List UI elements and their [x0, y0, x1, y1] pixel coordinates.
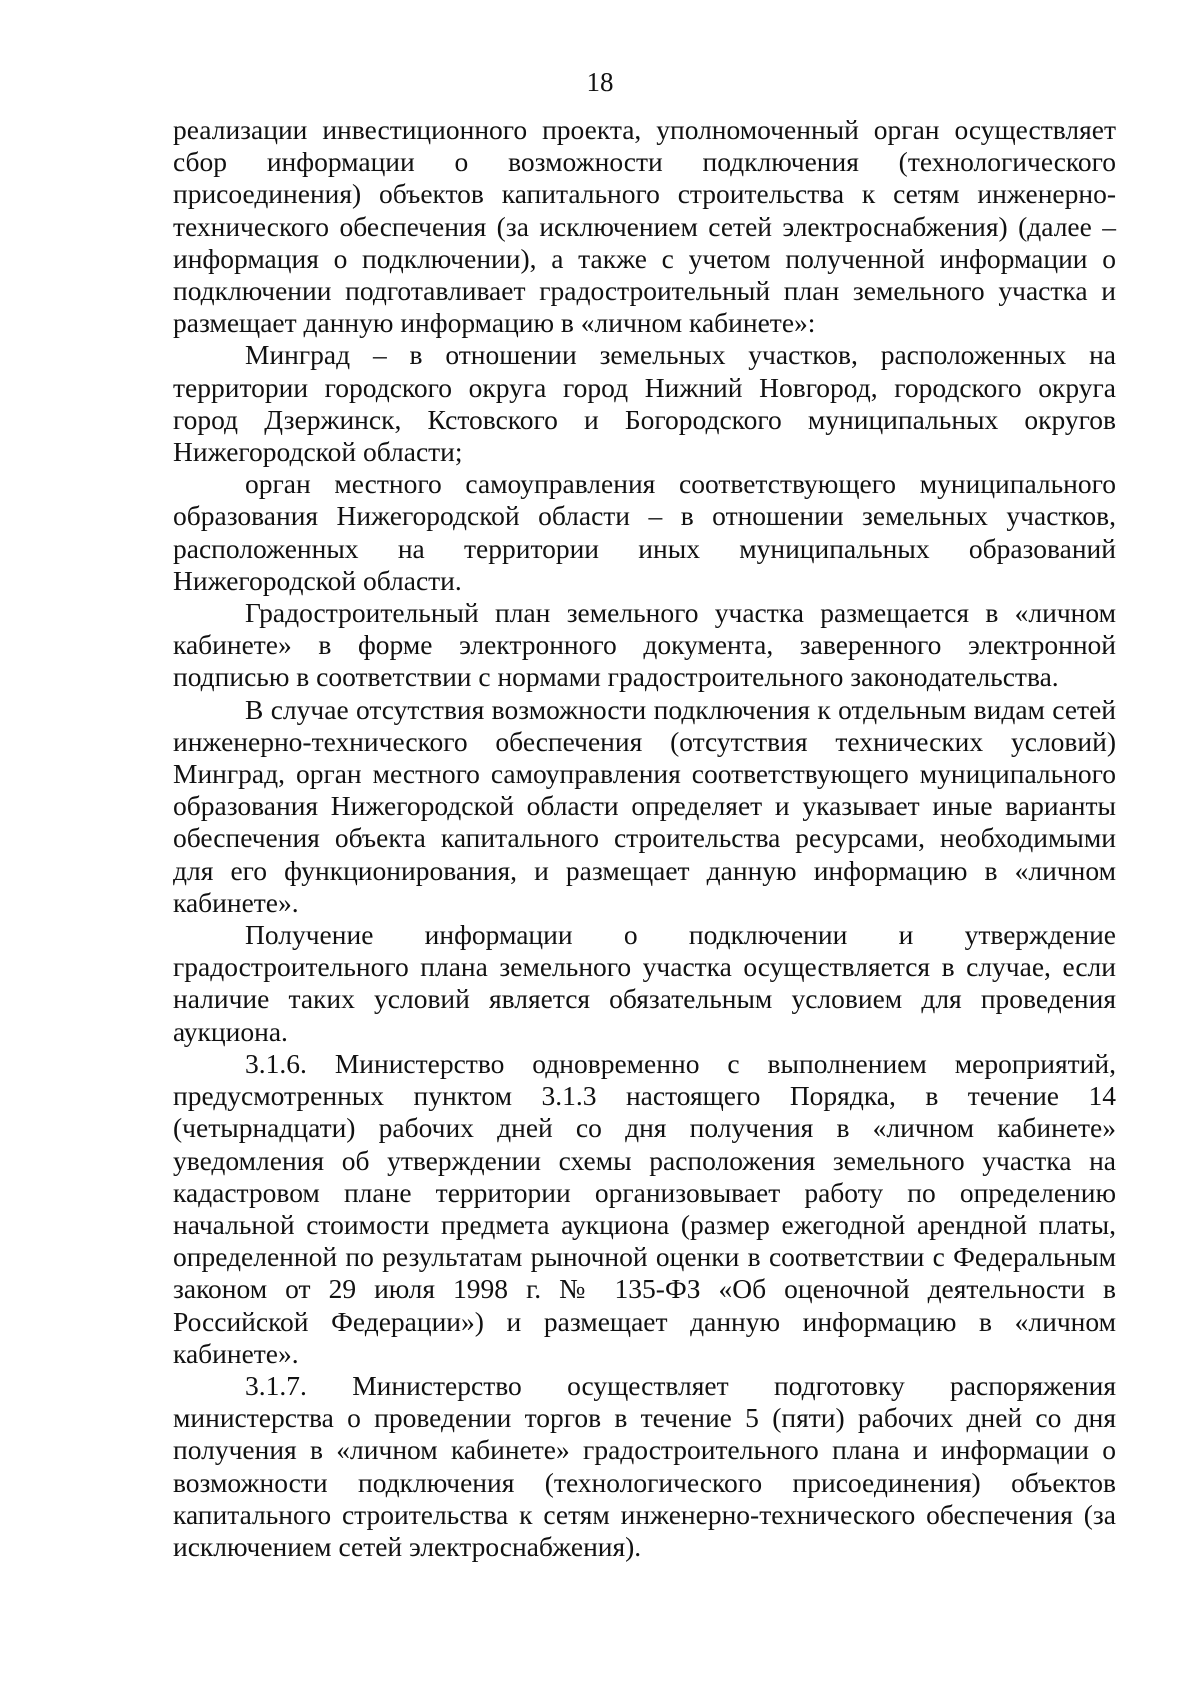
paragraph-continuation: реализации инвестиционного проекта, уполномоченный орган осуществляет сбор информации о возможности подключения (технологического присоединения) объектов капитального строительства к сетям инженерно-технического обеспечения (за исключением сетей электроснабжения) (далее – информация о подключении), а также с учетом полученной информации о подключении подготавливает градостроительный план земельного участка и размещает данную информацию в «личном кабинете»: — [173, 114, 1116, 339]
paragraph-gpzu-placement: Градостроительный план земельного участка размещается в «личном кабинете» в форме электронного документа, заверенного электронной подписью в соответствии с нормами градостроительного законодательства. — [173, 597, 1116, 693]
page-number: 18 — [586, 67, 614, 97]
paragraph-3-1-7: 3.1.7. Министерство осуществляет подготовку распоряжения министерства о проведении торгов в течение 5 (пяти) рабочих дней со дня получения в «личном кабинете» градостроительного плана и информации о возможности подключения (технологического присоединения) объектов капитального строительства к сетям инженерно-технического обеспечения (за исключением сетей электроснабжения). — [173, 1369, 1116, 1562]
paragraph-obtaining-info: Получение информации о подключении и утверждение градостроительного плана земельного участка осуществляется в случае, если наличие таких условий является обязательным условием для проведения аукциона. — [173, 919, 1116, 1047]
paragraph-mingrad: Минград – в отношении земельных участков, расположенных на территории городского округа город Нижний Новгород, городского округа город Дзержинск, Кстовского и Богородского муниципальных округов Нижегородской области; — [173, 339, 1116, 468]
paragraph-no-connection: В случае отсутствия возможности подключения к отдельным видам сетей инженерно-технического обеспечения (отсутствия технических условий) Минград, орган местного самоуправления соответствующего муниципального образования Нижегородской области определяет и указывает иные варианты обеспечения объекта капитального строительства ресурсами, необходимыми для его функционирования, и размещает данную информацию в «личном кабинете». — [173, 693, 1116, 918]
paragraph-3-1-6: 3.1.6. Министерство одновременно с выполнением мероприятий, предусмотренных пунктом 3.1.3 настоящего Порядка, в течение 14 (четырнадцати) рабочих дней со дня получения в «личном кабинете» уведомления об утверждении схемы расположения земельного участка на кадастровом плане территории организовывает работу по определению начальной стоимости предмета аукциона (размер ежегодной арендной платы, определенной по результатам рыночной оценки в соответствии с Федеральным законом от 29 июля 1998 г. № 135-ФЗ «Об оценочной деятельности в Российской Федерации») и размещает данную информацию в «личном кабинете». — [173, 1047, 1116, 1369]
paragraph-local-authority: орган местного самоуправления соответствующего муниципального образования Нижегородской области – в отношении земельных участков, расположенных на территории иных муниципальных образований Нижегородской области. — [173, 468, 1116, 596]
document-body — [173, 114, 1116, 1563]
